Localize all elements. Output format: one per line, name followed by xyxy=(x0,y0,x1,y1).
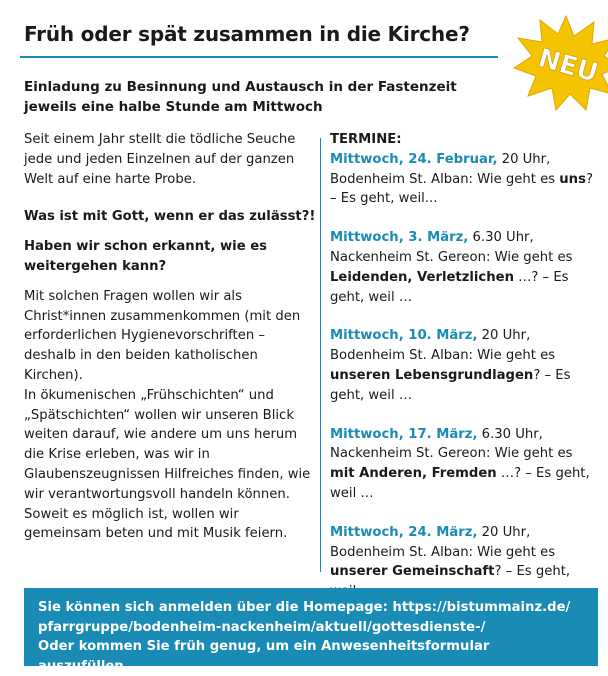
flyer xyxy=(20,10,602,674)
event-text-end: …? – Es geht, weil … xyxy=(330,269,569,305)
registration-banner xyxy=(24,588,598,674)
event-item xyxy=(330,150,600,209)
termine-heading: TERMINE: xyxy=(330,132,402,147)
registration-line-1: Sie können sich anmelden über die Homepage: https://bistummainz.de/ xyxy=(38,600,571,615)
event-topic: unseren Lebensgrundlagen xyxy=(330,367,534,383)
page-title: Früh oder spät zusammen in die Kirche? xyxy=(24,22,470,46)
intro-text: Seit einem Jahr stellt die tödliche Seuche jede und jeden Einzelnen auf der ganzen Welt auf eine harte Probe. xyxy=(24,132,296,187)
question-1: Was ist mit Gott, wenn er das zulässt?! xyxy=(24,209,316,225)
event-text: 6.30 Uhr, Nackenheim St. Gereon: Wie geht es xyxy=(330,230,573,265)
subtitle-line-2: jeweils eine halbe Stunde am Mittwoch xyxy=(24,99,323,115)
question-2: Haben wir schon erkannt, wie es weitergehen kann? xyxy=(24,239,268,274)
event-date: Mittwoch, 17. März, xyxy=(330,426,478,442)
event-topic: Leidenden, Verletzlichen xyxy=(330,269,514,285)
title-divider xyxy=(20,56,498,58)
event-date: Mittwoch, 24. Februar, xyxy=(330,151,498,167)
event-text-end: …? – Es geht, weil … xyxy=(330,466,590,501)
body-paragraph-2: In ökumenischen „Frühschichten“ und „Spätschichten“ wollen wir unseren Blick weiten darauf, wie andere um uns herum die Krise erleben, was wir in Glaubenszeugnissen Hilfreiches finden, wie wir verantwortungsvoll handeln können. Soweit es möglich ist, wollen wir gemeinsam beten und mit Musik feiern. xyxy=(24,387,311,542)
event-text: 6.30 Uhr, Nackenheim St. Gereon: Wie geht es xyxy=(330,426,573,462)
badge-label: NEU xyxy=(534,43,602,89)
event-topic: unserer Gemeinschaft xyxy=(330,564,495,580)
event-item xyxy=(330,228,600,307)
registration-url-line[interactable]: pfarrgruppe/bodenheim-nackenheim/aktuell/gottesdienste-/ xyxy=(38,619,486,635)
event-item xyxy=(330,425,600,504)
event-text-end: ? – Es geht, weil … xyxy=(330,367,571,403)
termine-column xyxy=(330,130,600,602)
subtitle-line-1: Einladung zu Besinnung und Austausch in der Fastenzeit xyxy=(24,79,457,95)
event-text: 20 Uhr, Bodenheim St. Alban: Wie geht es xyxy=(330,328,556,364)
column-divider xyxy=(320,138,321,572)
event-topic: uns xyxy=(559,171,586,187)
event-text: 20 Uhr, Bodenheim St. Alban: Wie geht es xyxy=(330,524,556,560)
body-paragraph-1: Mit solchen Fragen wollen wir als Christ*innen zusammenkommen (mit den erforderlichen Hygienevorschriften – deshalb in den beiden katholischen Kirchen). xyxy=(24,288,301,383)
event-text: 20 Uhr, Bodenheim St. Alban: Wie geht es xyxy=(330,151,560,187)
event-topic: mit Anderen, Fremden xyxy=(330,466,497,482)
event-date: Mittwoch, 3. März, xyxy=(330,230,469,246)
event-text-end: ? – Es geht, xyxy=(494,564,571,580)
event-date: Mittwoch, 24. März, xyxy=(330,524,478,540)
event-text-end: ? – Es geht, weil... xyxy=(330,171,593,207)
event-item xyxy=(330,326,600,405)
event-date: Mittwoch, 10. März, xyxy=(330,328,478,344)
subtitle xyxy=(24,77,524,117)
left-column xyxy=(24,130,320,544)
registration-line-3: Oder kommen Sie früh genug, um ein Anwesenheitsformular auszufüllen. xyxy=(38,639,490,674)
